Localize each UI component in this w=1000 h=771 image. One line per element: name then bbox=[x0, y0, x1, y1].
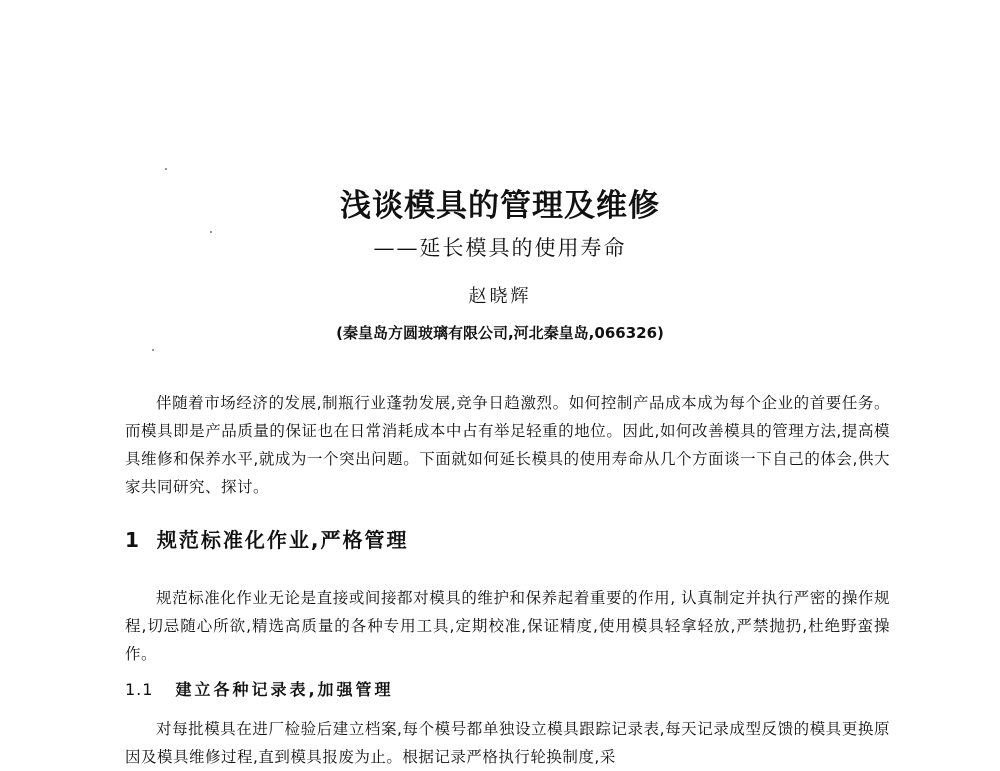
section-1-1-paragraph: 对每批模具在进厂检验后建立档案,每个模号都单独设立模具跟踪记录表,每天记录成型反馈的模具更换原因及模具维修过程,直到模具报废为止。根据记录严格执行轮换制度,采 bbox=[125, 720, 890, 766]
section-1-heading bbox=[125, 526, 409, 554]
article-subtitle: ——延长模具的使用寿命 bbox=[373, 236, 627, 260]
scan-speck bbox=[165, 168, 167, 170]
section-title: 规范标准化作业,严格管理 bbox=[156, 528, 409, 552]
subsection-number: 1.1 bbox=[125, 680, 154, 699]
article-author: 赵晓辉 bbox=[468, 286, 532, 307]
section-1-1-heading bbox=[125, 677, 394, 703]
scan-speck bbox=[152, 349, 154, 351]
section-1-paragraph: 规范标准化作业无论是直接或间接都对模具的维护和保养起着重要的作用, 认真制定并执行严密的操作规程,切忌随心所欲,精选高质量的各种专用工具,定期校准,保证精度,使用模具轻拿轻放,严禁抛扔,杜绝野蛮操作。 bbox=[125, 589, 890, 663]
author-affiliation: (秦皇岛方圆玻璃有限公司,河北秦皇岛,066326) bbox=[336, 324, 664, 342]
intro-paragraph: 伴随着市场经济的发展,制瓶行业蓬勃发展,竞争日趋激烈。如何控制产品成本成为每个企业的首要任务。而模具即是产品质量的保证也在日常消耗成本中占有举足轻重的地位。因此,如何改善模具的管理方法,提高模具维修和保养水平,就成为一个突出问题。下面就如何延长模具的使用寿命从几个方面谈一下自己的体会,供大家共同研究、探讨。 bbox=[125, 394, 890, 496]
article-title: 浅谈模具的管理及维修 bbox=[340, 188, 660, 224]
subsection-title: 建立各种记录表,加强管理 bbox=[175, 680, 394, 699]
section-number: 1 bbox=[125, 528, 141, 552]
